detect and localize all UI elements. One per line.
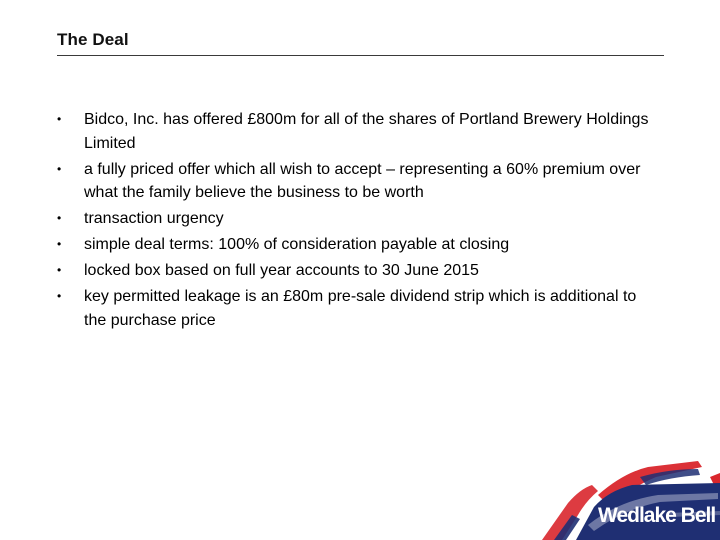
bullet-text: transaction urgency bbox=[84, 210, 224, 227]
bullet-item bbox=[57, 259, 657, 283]
bullet-glyph: • bbox=[57, 211, 62, 225]
title-divider bbox=[57, 55, 664, 56]
bullet-item bbox=[57, 158, 657, 205]
bullet-item bbox=[57, 207, 657, 231]
slide-title: The Deal bbox=[57, 30, 129, 49]
bullet-text: a fully priced offer which all wish to accept – representing a 60% premium over what the family believe the business to be worth bbox=[84, 160, 641, 201]
bullet-glyph: • bbox=[57, 237, 62, 251]
bullet-glyph: • bbox=[57, 112, 62, 126]
bullet-item bbox=[57, 233, 657, 257]
bullet-glyph: • bbox=[57, 289, 62, 303]
bullet-list bbox=[57, 108, 657, 335]
bullet-text: simple deal terms: 100% of consideration payable at closing bbox=[84, 236, 510, 253]
logo-wordmark: Wedlake Bell bbox=[598, 504, 716, 527]
bullet-glyph: • bbox=[57, 263, 62, 277]
bullet-item bbox=[57, 108, 657, 155]
bullet-text: locked box based on full year accounts to 30 June 2015 bbox=[84, 262, 479, 279]
bullet-text: Bidco, Inc. has offered £800m for all of the shares of Portland Brewery Holdings Limited bbox=[84, 111, 649, 152]
bullet-item bbox=[57, 285, 657, 332]
bullet-text: key permitted leakage is an £80m pre-sale dividend strip which is additional to the purchase price bbox=[84, 288, 637, 329]
bullet-glyph: • bbox=[57, 161, 62, 176]
